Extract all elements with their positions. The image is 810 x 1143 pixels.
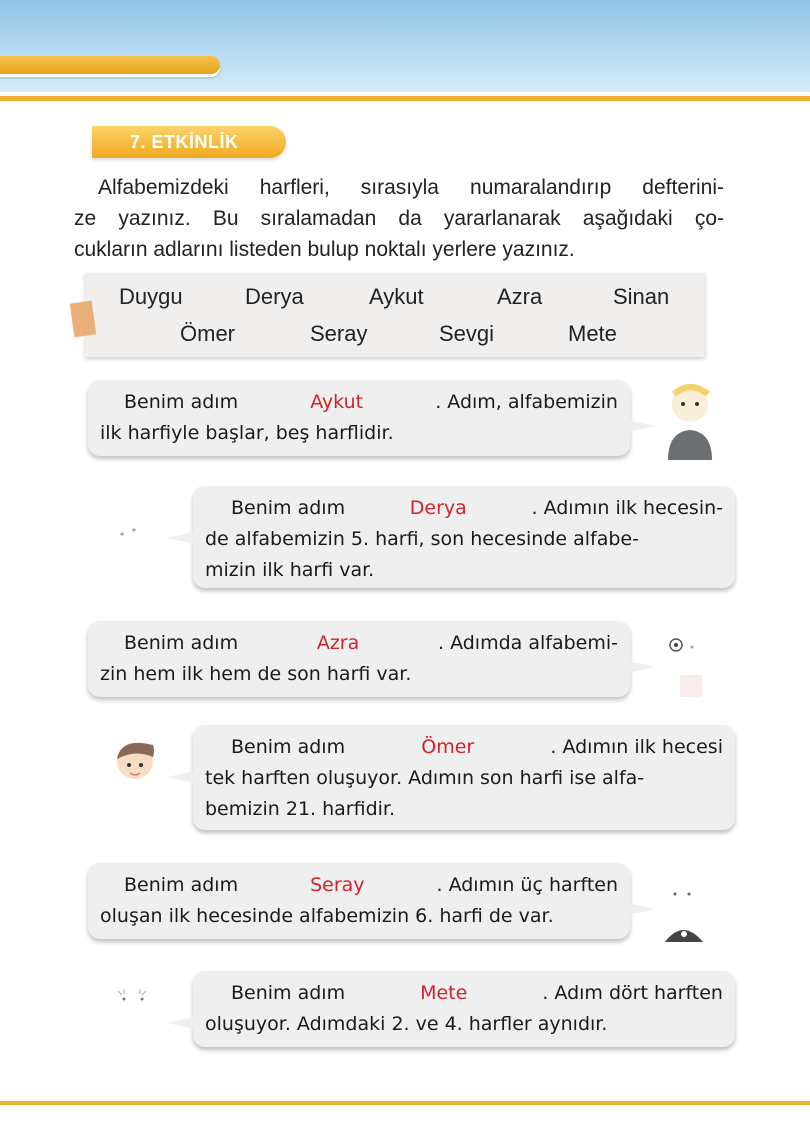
speech-bubble-4 — [193, 725, 735, 830]
bubble-prefix: Benim adım — [231, 736, 346, 758]
speech-bubble-3 — [88, 621, 630, 697]
bubble-suffix: . Adımın üç harften — [436, 874, 618, 896]
answer-name: Azra — [316, 632, 360, 654]
speech-bubble-2 — [193, 486, 735, 588]
answer-name: Ömer — [421, 736, 475, 758]
activity-title: 7. ETKİNLİK — [130, 132, 239, 152]
bubble-line: oluşan ilk hecesinde alfabemizin 6. harfi de var. — [100, 905, 554, 927]
bubble-line: oluşuyor. Adımdaki 2. ve 4. harfler aynıdır. — [205, 1013, 608, 1035]
boy-brown-hair-character-icon — [110, 735, 170, 815]
bubble-prefix: Benim adım — [124, 391, 239, 413]
speech-bubble-6 — [193, 971, 735, 1047]
bubble-line: mizin ilk harfi var. — [205, 559, 375, 581]
answer-name: Derya — [409, 497, 467, 519]
speech-bubble-1 — [88, 380, 630, 456]
bubble-line: zin hem ilk hem de son harfi var. — [100, 663, 412, 685]
boy-character-icon — [110, 975, 170, 1055]
speech-bubble-5 — [88, 863, 630, 939]
bubble-suffix: . Adımın ilk hecesin- — [531, 497, 723, 519]
bubble-prefix: Benim adım — [231, 497, 346, 519]
bubble-line: bemizin 21. harfidir. — [205, 798, 396, 820]
name-option: Ömer — [180, 321, 235, 346]
answer-name: Seray — [310, 874, 365, 896]
girl-character-icon — [110, 500, 170, 580]
bubble-suffix: . Adım dört harften — [542, 982, 723, 1004]
name-option: Sevgi — [439, 321, 495, 346]
instruction-line: ze yazınız. Bu sıralamadan da yararlanarak aşağıdaki ço- — [74, 207, 724, 230]
answer-name: Aykut — [310, 391, 364, 413]
name-option: Sinan — [613, 284, 670, 309]
name-option: Mete — [568, 321, 617, 346]
bubble-suffix: . Adım, alfabemizin — [435, 391, 618, 413]
bubble-prefix: Benim adım — [124, 874, 239, 896]
bubble-prefix: Benim adım — [231, 982, 346, 1004]
bubble-suffix: . Adımda alfabemi- — [438, 632, 618, 654]
name-option: Aykut — [369, 284, 424, 309]
footer-divider — [0, 1101, 810, 1105]
activity-badge — [92, 126, 286, 158]
name-option: Derya — [245, 284, 304, 309]
name-option: Azra — [497, 284, 543, 309]
instructions — [74, 172, 724, 265]
instruction-line: Alfabemizdeki harfleri, sırasıyla numaralandırıp defterini- — [98, 176, 724, 199]
girl-skirt-character-icon — [655, 870, 715, 950]
boy-character-icon — [660, 380, 720, 460]
bubble-line: tek harften oluşuyor. Adımın son harfi ise alfa- — [205, 767, 645, 789]
header-tab-decoration — [0, 56, 220, 74]
girl-glasses-character-icon — [660, 625, 720, 705]
name-list-card — [85, 273, 705, 357]
bubble-prefix: Benim adım — [124, 632, 239, 654]
answer-name: Mete — [420, 982, 468, 1004]
name-option: Seray — [310, 321, 368, 346]
instruction-line: cukların adlarını listeden bulup noktalı yerlere yazınız. — [74, 238, 575, 261]
name-option: Duygu — [119, 284, 183, 309]
bubble-suffix: . Adımın ilk hecesi — [550, 736, 723, 758]
bubble-line: de alfabemizin 5. harfi, son hecesinde alfabe- — [205, 528, 639, 550]
tape-decoration — [70, 301, 97, 338]
bubble-line: ilk harfiyle başlar, beş harflidir. — [100, 422, 394, 444]
page-header-band — [0, 0, 810, 92]
header-divider — [0, 96, 810, 101]
